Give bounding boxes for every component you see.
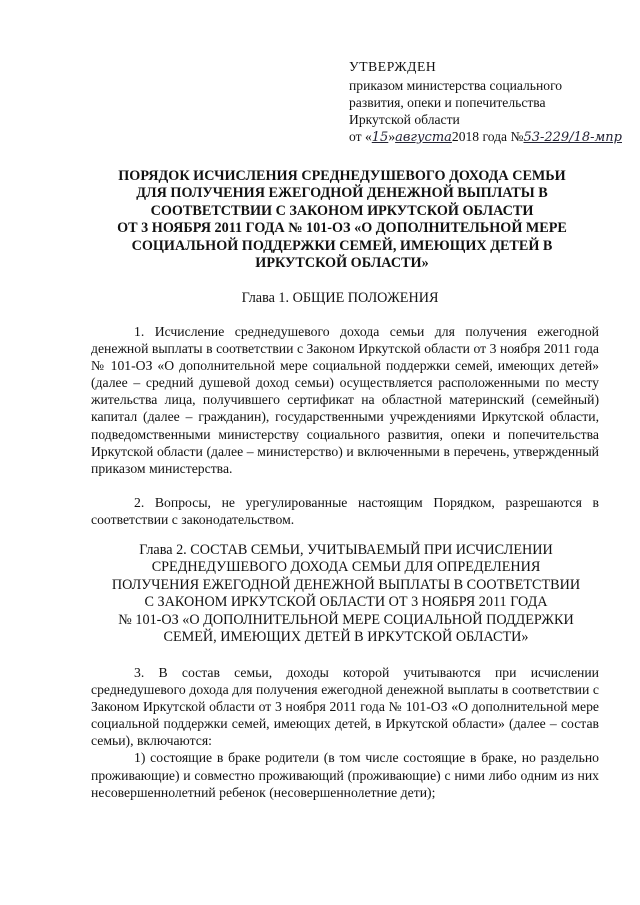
chapter-2-line: № 101-ОЗ «О ДОПОЛНИТЕЛЬНОЙ МЕРЕ СОЦИАЛЬНОЙ ПОДДЕРЖКИ — [118, 611, 574, 628]
title-line: ИРКУТСКОЙ ОБЛАСТИ» — [255, 255, 429, 272]
chapter-2-line: Глава 2. СОСТАВ СЕМЬИ, УЧИТЫВАЕМЫЙ ПРИ ИСЧИСЛЕНИИ — [139, 542, 553, 558]
chapter-1-heading: Глава 1. ОБЩИЕ ПОЛОЖЕНИЯ — [241, 290, 439, 306]
chapter-2-line: ПОЛУЧЕНИЯ ЕЖЕГОДНОЙ ДЕНЕЖНОЙ ВЫПЛАТЫ В СООТВЕТСТВИИ — [111, 576, 581, 593]
chapter-2-heading — [92, 542, 600, 646]
title-line: СОЦИАЛЬНОЙ ПОДДЕРЖКИ СЕМЕЙ, ИМЕЮЩИХ ДЕТЕЙ В — [131, 237, 553, 254]
approval-line-1: приказом министерства социального — [349, 78, 563, 93]
order-number-handwritten: 53-229/18-мпр — [523, 130, 622, 145]
approval-block — [349, 58, 634, 146]
approval-heading: УТВЕРЖДЕН — [349, 59, 437, 74]
paragraph-1-text: 1. Исчисление среднедушевого дохода семьи для получения ежегодной денежной выплаты в соответствии с Законом Иркутской области от 3 ноября 2011 года № 101-ОЗ «О дополнительной мере социальной поддержки семей, имеющих детей» (далее – средний душевой доход семьи) осуществляется расположенными по месту жительства лица, получившего сертификат на областной материнский (семейный) капитал (далее – гражданин), государственными учреждениями Иркутской области, подведомственными министерству социального развития, опеки и попечительства Иркутской области (далее – министерство) и включенными в перечень, утвержденный приказом министерства. — [91, 324, 599, 476]
paragraph-1 — [91, 323, 599, 477]
date-prefix: от « — [349, 129, 372, 144]
title-line: ОТ 3 НОЯБРЯ 2011 ГОДА № 101-ОЗ «О ДОПОЛНИТЕЛЬНОЙ МЕРЕ — [117, 220, 567, 237]
title-line: СООТВЕТСТВИИ С ЗАКОНОМ ИРКУТСКОЙ ОБЛАСТИ — [150, 202, 534, 219]
chapter-2-line: СЕМЕЙ, ИМЕЮЩИХ ДЕТЕЙ В ИРКУТСКОЙ ОБЛАСТИ» — [163, 629, 529, 646]
paragraph-2-text: 2. Вопросы, не урегулированные настоящим Порядком, разрешаются в соответствии с законодательством. — [91, 495, 599, 528]
date-year: 2018 года № — [451, 129, 524, 144]
date-day-handwritten: 15 — [371, 130, 389, 145]
approval-line-2: развития, опеки и попечительства — [349, 95, 546, 110]
document-title — [92, 168, 592, 272]
title-line: ПОРЯДОК ИСЧИСЛЕНИЯ СРЕДНЕДУШЕВОГО ДОХОДА СЕМЬИ — [118, 168, 566, 184]
paragraph-3 — [91, 664, 599, 801]
approval-date-line — [349, 128, 634, 146]
paragraph-3-text: 3. В состав семьи, доходы которой учитываются при исчислении среднедушевого дохода для получения ежегодной денежной выплаты в соответствии с Законом Иркутской области от 3 ноября 2011 года № 101-ОЗ «О дополнительной мере социальной поддержки семей, имеющих детей, в Иркутской области» (далее – состав семьи), включаются: — [91, 665, 599, 749]
date-mid: » — [388, 129, 396, 144]
date-month-handwritten: августа — [395, 130, 452, 145]
chapter-2-line: СРЕДНЕДУШЕВОГО ДОХОДА СЕМЬИ ДЛЯ ОПРЕДЕЛЕНИЯ — [151, 559, 541, 576]
paragraph-3-item-1: 1) состоящие в браке родители (в том числе состоящие в браке, но раздельно проживающие) и совместно проживающий (проживающие) с ними либо одним из них несовершеннолетний ребенок (несовершеннолетние дети); — [91, 750, 599, 800]
chapter-2-line: С ЗАКОНОМ ИРКУТСКОЙ ОБЛАСТИ ОТ 3 НОЯБРЯ 2011 ГОДА — [144, 594, 548, 611]
paragraph-2 — [91, 494, 599, 528]
title-line: ДЛЯ ПОЛУЧЕНИЯ ЕЖЕГОДНОЙ ДЕНЕЖНОЙ ВЫПЛАТЫ В — [136, 185, 548, 202]
approval-line-3: Иркутской области — [349, 112, 460, 127]
